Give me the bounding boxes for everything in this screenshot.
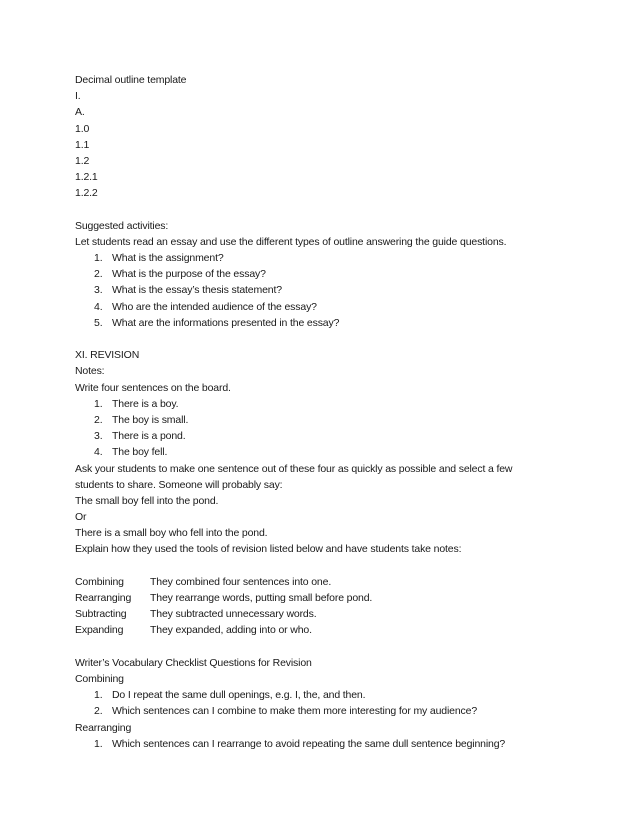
document-body bbox=[75, 72, 615, 752]
list-text: What is the assignment? bbox=[112, 252, 224, 265]
revision-example: There is a small boy who fell into the pond. bbox=[75, 527, 268, 540]
revision-ask-line: students to share. Someone will probably say: bbox=[75, 478, 283, 491]
list-text: There is a pond. bbox=[112, 430, 186, 443]
list-number: 3. bbox=[94, 284, 103, 297]
list-text: Who are the intended audience of the essay? bbox=[112, 300, 317, 313]
notes-label: Notes: bbox=[75, 365, 105, 378]
tool-row bbox=[75, 606, 615, 622]
activities-intro: Let students read an essay and use the different types of outline answering the guide questions. bbox=[75, 235, 507, 248]
list-number: 3. bbox=[94, 430, 103, 443]
revision-explain: Explain how they used the tools of revision listed below and have students take notes: bbox=[75, 543, 462, 556]
list-text: Do I repeat the same dull openings, e.g. I, the, and then. bbox=[112, 689, 366, 702]
list-number: 2. bbox=[94, 705, 103, 718]
list-number: 4. bbox=[94, 446, 103, 459]
outline-level: 1.1 bbox=[75, 138, 90, 151]
list-number: 1. bbox=[94, 737, 103, 750]
list-item bbox=[75, 299, 615, 315]
revision-heading: XI. REVISION bbox=[75, 349, 140, 362]
tool-term: Expanding bbox=[75, 624, 124, 637]
list-text: Which sentences can I rearrange to avoid repeating the same dull sentence beginning? bbox=[112, 737, 506, 750]
list-number: 1. bbox=[94, 689, 103, 702]
outline-level: 1.2.2 bbox=[75, 187, 98, 200]
list-item bbox=[75, 266, 615, 282]
list-number: 2. bbox=[94, 268, 103, 281]
tool-row bbox=[75, 590, 615, 606]
list-number: 1. bbox=[94, 252, 103, 265]
list-item bbox=[75, 250, 615, 266]
list-item bbox=[75, 444, 615, 460]
list-number: 2. bbox=[94, 413, 103, 426]
outline-level: A. bbox=[75, 106, 85, 119]
tool-desc: They expanded, adding into or who. bbox=[150, 624, 312, 637]
list-text: Which sentences can I combine to make them more interesting for my audience? bbox=[112, 705, 478, 718]
tool-desc: They subtracted unnecessary words. bbox=[150, 608, 317, 621]
outline-level: 1.0 bbox=[75, 122, 90, 135]
outline-level: 1.2 bbox=[75, 154, 90, 167]
tool-row bbox=[75, 622, 615, 638]
list-number: 1. bbox=[94, 397, 103, 410]
checklist-subheading: Rearranging bbox=[75, 721, 132, 734]
checklist-heading: Writer’s Vocabulary Checklist Questions for Revision bbox=[75, 656, 312, 669]
tool-term: Subtracting bbox=[75, 608, 127, 621]
revision-example: The small boy fell into the pond. bbox=[75, 494, 219, 507]
list-item bbox=[75, 736, 615, 752]
list-text: What is the purpose of the essay? bbox=[112, 268, 266, 281]
list-item bbox=[75, 315, 615, 331]
list-text: The boy is small. bbox=[112, 413, 189, 426]
list-item bbox=[75, 687, 615, 703]
revision-ask-line: Ask your students to make one sentence out of these four as quickly as possible and select a few bbox=[75, 462, 513, 475]
outline-level: 1.2.1 bbox=[75, 171, 98, 184]
list-item bbox=[75, 282, 615, 298]
revision-instruction: Write four sentences on the board. bbox=[75, 381, 231, 394]
list-item bbox=[75, 396, 615, 412]
tool-desc: They combined four sentences into one. bbox=[150, 575, 332, 588]
list-text: There is a boy. bbox=[112, 397, 179, 410]
outline-level: I. bbox=[75, 90, 81, 103]
list-text: What is the essay’s thesis statement? bbox=[112, 284, 282, 297]
tool-desc: They rearrange words, putting small before pond. bbox=[150, 592, 373, 604]
checklist-subheading: Combining bbox=[75, 672, 124, 685]
list-number: 5. bbox=[94, 316, 103, 329]
list-text: The boy fell. bbox=[112, 446, 168, 459]
list-number: 4. bbox=[94, 300, 103, 313]
list-item bbox=[75, 428, 615, 444]
list-text: What are the informations presented in the essay? bbox=[112, 316, 340, 329]
activities-heading: Suggested activities: bbox=[75, 219, 169, 232]
tool-term: Combining bbox=[75, 575, 124, 588]
list-item bbox=[75, 412, 615, 428]
tool-row bbox=[75, 574, 615, 590]
revision-or: Or bbox=[75, 511, 87, 524]
list-item bbox=[75, 703, 615, 719]
tool-term: Rearranging bbox=[75, 592, 132, 604]
outline-title: Decimal outline template bbox=[75, 74, 187, 86]
